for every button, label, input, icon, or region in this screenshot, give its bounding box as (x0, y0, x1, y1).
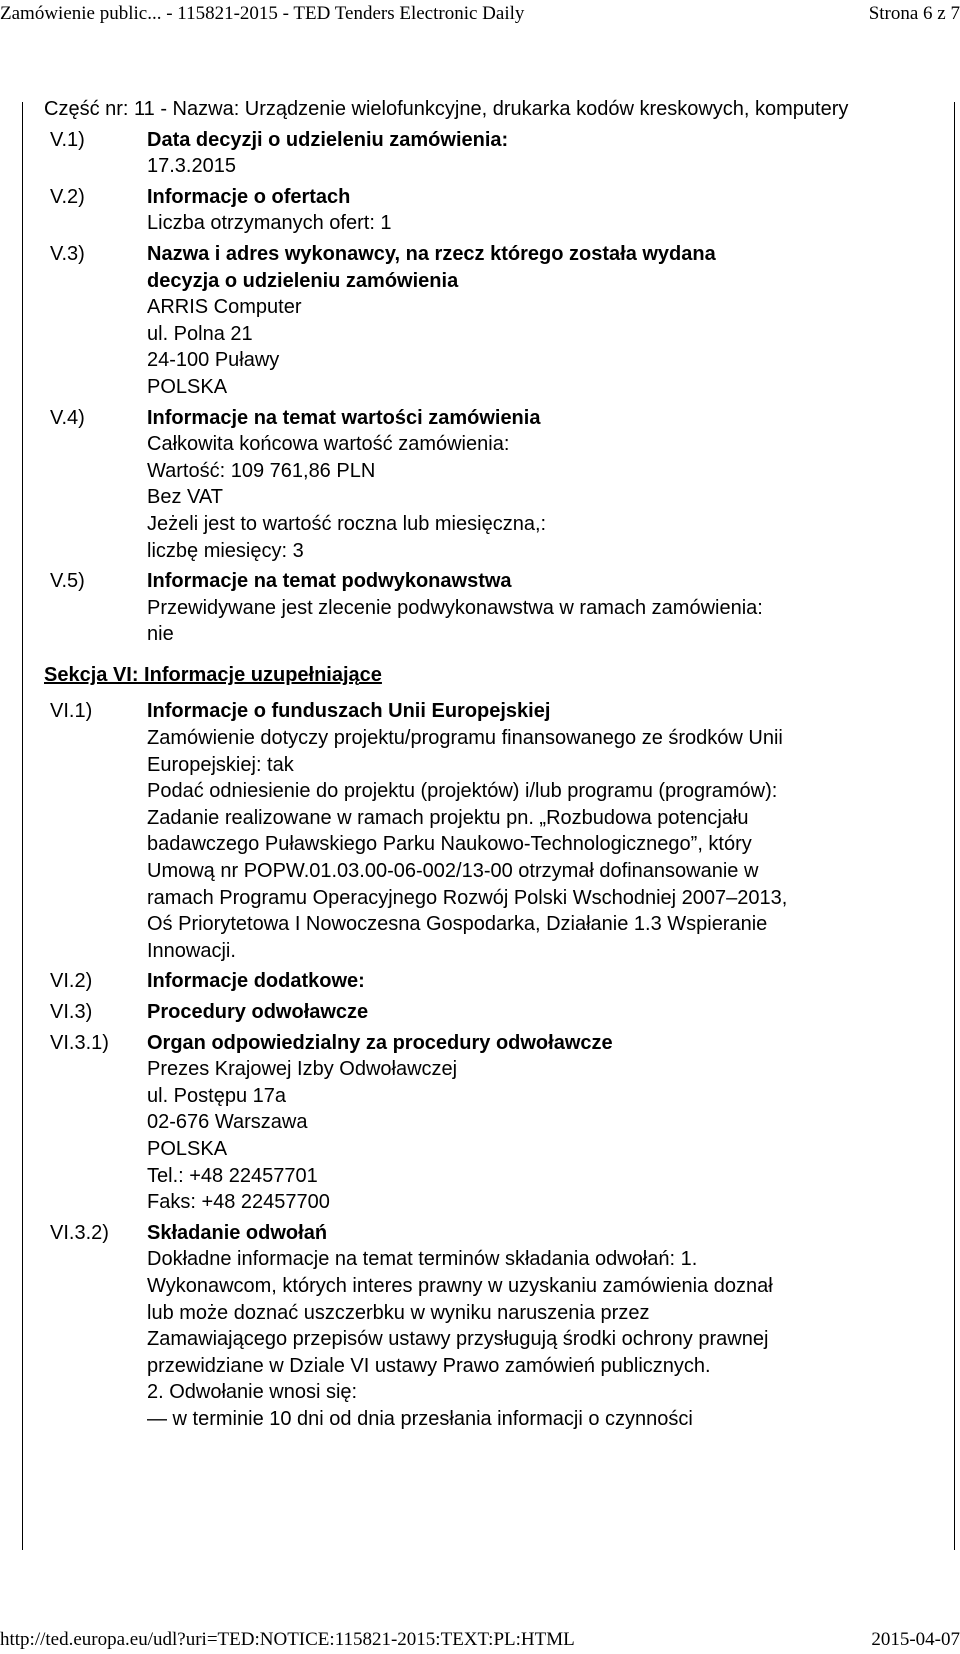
eu-funds-line: Oś Priorytetowa I Nowoczesna Gospodarka, Działanie 1.3 Wspieranie (147, 913, 768, 936)
section-label: Informacje dodatkowe: (147, 970, 365, 993)
appeal-line: lub może doznać uszczerbku w wyniku naruszenia przez (147, 1301, 650, 1324)
review-body-city: 02-676 Warszawa (147, 1111, 308, 1134)
section-v1 (44, 127, 949, 180)
section-label: Informacje na temat podwykonawstwa (147, 570, 512, 593)
review-body-street: ul. Postępu 17a (147, 1084, 286, 1107)
eu-funds-line: ramach Programu Operacyjnego Rozwój Polski Wschodniej 2007–2013, (147, 886, 788, 909)
section-vi3 (44, 999, 949, 1026)
section-label: Składanie odwołań (147, 1221, 328, 1244)
appeal-line: Zamawiającego przepisów ustawy przysługują środki ochrony prawnej (147, 1328, 769, 1351)
section-label: Informacje o ofertach (147, 185, 351, 208)
eu-funds-line: badawczego Puławskiego Parku Naukowo-Technologicznego”, który (147, 833, 752, 856)
section-label: Nazwa i adres wykonawcy, na rzecz którego została wydana (147, 242, 716, 265)
eu-funds-line: Umową nr POPW.01.03.00-06-002/13-00 otrzymał dofinansowanie w (147, 860, 759, 883)
page-title: Zamówienie public... - 115821-2015 - TED Tenders Electronic Daily (0, 3, 525, 24)
section-number: VI.3) (50, 1001, 93, 1023)
section-label: Organ odpowiedzialny za procedury odwoławcze (147, 1031, 613, 1054)
notice-content (44, 96, 949, 1437)
section-number: V.2) (50, 185, 85, 208)
contractor-street: ul. Polna 21 (147, 322, 253, 345)
appeal-line: 2. Odwołanie wnosi się: (147, 1381, 358, 1404)
section-label: Informacje o funduszach Unii Europejskiej (147, 700, 551, 723)
print-footer (0, 1626, 960, 1654)
print-date: 2015-04-07 (871, 1629, 960, 1650)
eu-funds-line: Podać odniesienie do projektu (projektów) i/lub programu (programów): (147, 780, 778, 803)
review-body-name: Prezes Krajowej Izby Odwoławczej (147, 1058, 458, 1081)
section-number: VI.3.1) (50, 1031, 109, 1054)
section-number: VI.1) (50, 700, 93, 723)
award-date: 17.3.2015 (147, 155, 236, 178)
value-period-text: Jeżeli jest to wartość roczna lub miesięczna,: (147, 512, 547, 535)
right-border-line (954, 102, 955, 1550)
subcontract-value: nie (147, 623, 174, 646)
lot-title: Część nr: 11 - Nazwa: Urządzenie wielofunkcyjne, drukarka kodów kreskowych, komputery (44, 98, 849, 120)
eu-funds-line: Zadanie realizowane w ramach projektu pn. „Rozbudowa potencjału (147, 806, 749, 829)
eu-funds-line: Zamówienie dotyczy projektu/programu finansowanego ze środków Unii (147, 727, 783, 750)
section-label-cont: decyzja o udzieleniu zamówienia (147, 269, 459, 292)
section-vi31 (44, 1030, 949, 1216)
eu-funds-line: Innowacji. (147, 939, 236, 962)
section-v4 (44, 405, 949, 565)
appeal-line: — w terminie 10 dni od dnia przesłania informacji o czynności (147, 1407, 693, 1430)
contractor-name: ARRIS Computer (147, 296, 302, 319)
appeal-line: Wykonawcom, których interes prawny w uzyskaniu zamówienia doznał (147, 1274, 773, 1297)
appeal-line: Dokładne informacje na temat terminów składania odwołań: 1. (147, 1248, 698, 1271)
section-number: VI.3.2) (50, 1221, 109, 1244)
review-body-country: POLSKA (147, 1137, 228, 1160)
section-label: Data decyzji o udzieleniu zamówienia: (147, 128, 509, 151)
page-number: Strona 6 z 7 (868, 3, 960, 24)
contractor-country: POLSKA (147, 375, 228, 398)
value-vat: Bez VAT (147, 486, 223, 509)
subcontract-text: Przewidywane jest zlecenie podwykonawstwa w ramach zamówienia: (147, 596, 763, 619)
offers-count: Liczba otrzymanych ofert: 1 (147, 212, 392, 235)
eu-funds-line: Europejskiej: tak (147, 753, 294, 776)
contractor-city: 24-100 Puławy (147, 349, 280, 372)
section-label: Informacje na temat wartości zamówienia (147, 406, 541, 429)
appeal-line: przewidziane w Dziale VI ustawy Prawo zamówień publicznych. (147, 1354, 711, 1377)
section-v3 (44, 241, 949, 401)
review-body-fax: Faks: +48 22457700 (147, 1191, 330, 1214)
value-text: Całkowita końcowa wartość zamówienia: (147, 433, 510, 456)
section-label: Procedury odwoławcze (147, 1001, 369, 1023)
section-number: V.1) (50, 128, 85, 151)
section-number: VI.2) (50, 970, 93, 993)
section-v5 (44, 568, 949, 648)
value-months: liczbę miesięcy: 3 (147, 539, 304, 562)
source-url: http://ted.europa.eu/udl?uri=TED:NOTICE:115821-2015:TEXT:PL:HTML (0, 1629, 575, 1650)
value-amount: Wartość: 109 761,86 PLN (147, 459, 376, 482)
section-vi32 (44, 1220, 949, 1433)
section-vi1 (44, 698, 949, 964)
print-header (0, 0, 960, 28)
section-heading: Sekcja VI: Informacje uzupełniające (44, 663, 382, 686)
left-border-line (22, 102, 23, 1550)
section-vi2 (44, 968, 949, 995)
review-body-phone: Tel.: +48 22457701 (147, 1164, 318, 1187)
section-number: V.4) (50, 406, 85, 429)
section-number: V.3) (50, 242, 85, 265)
section-v2 (44, 184, 949, 237)
section-number: V.5) (50, 570, 85, 593)
